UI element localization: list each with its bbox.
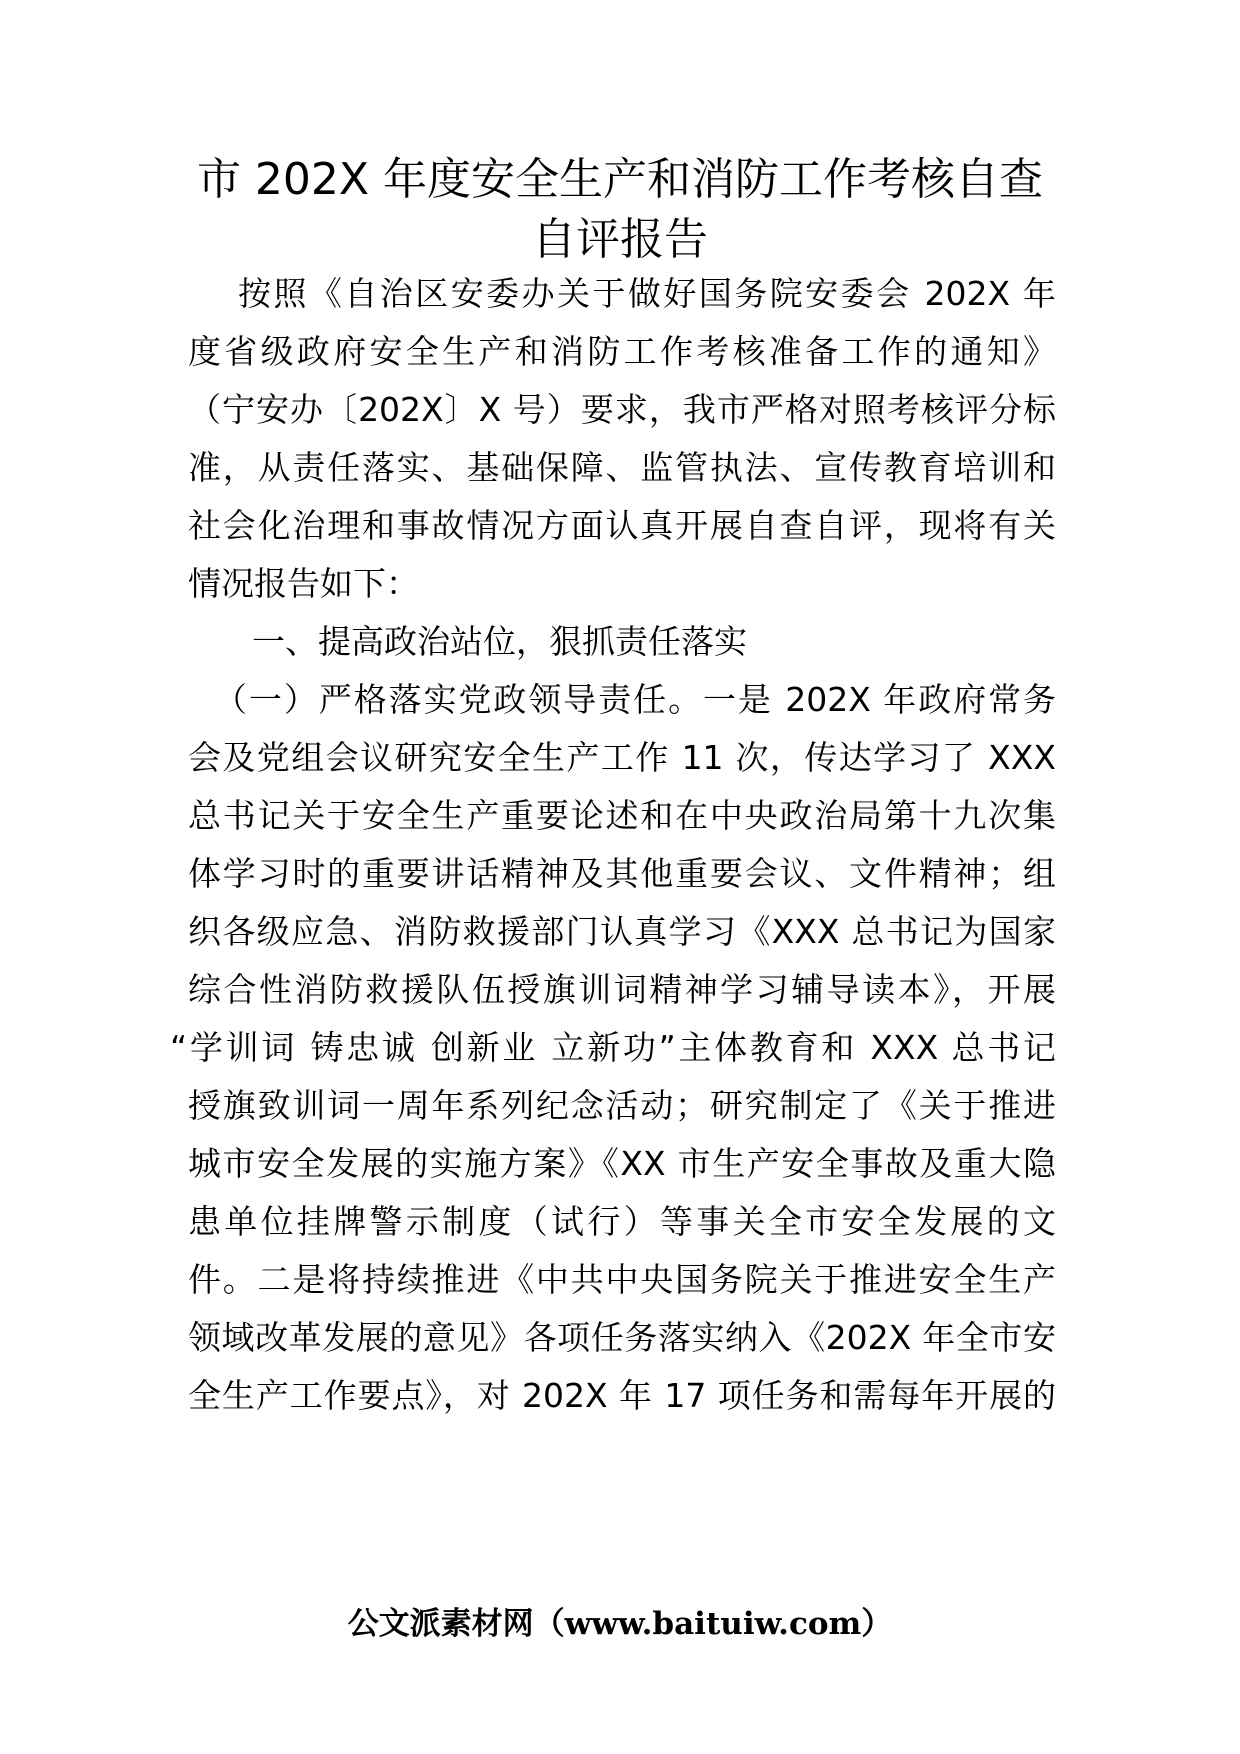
section-line: 全生产工作要点》，对 202X 年 17 项任务和需每年开展的 [188, 1376, 1056, 1415]
section-line: 件。二是将持续推进《中共中央国务院关于推进安全生产 [188, 1260, 1056, 1299]
footer-watermark: 公文派素材网（www.baituiw.com） [347, 1606, 893, 1642]
section-line: 体学习时的重要讲话精神及其他重要会议、文件精神；组 [188, 854, 1056, 893]
section-heading: 一、提高政治站位，狠抓责任落实 [252, 622, 747, 661]
section-line: 患单位挂牌警示制度（试行）等事关全市安全发展的文 [188, 1202, 1056, 1241]
section-line: 授旗致训词一周年系列纪念活动；研究制定了《关于推进 [188, 1086, 1056, 1125]
intro-line: 按照《自治区安委办关于做好国务院安委会 202X 年 [238, 274, 1056, 313]
intro-line: （宁安办〔202X〕X 号）要求，我市严格对照考核评分标 [188, 390, 1056, 429]
intro-line: 度省级政府安全生产和消防工作考核准备工作的通知》 [188, 332, 1056, 371]
section-line: 综合性消防救援队伍授旗训词精神学习辅导读本》，开展 [188, 970, 1056, 1009]
section-line: “学训词 铸忠诚 创新业 立新功”主体教育和 XXX 总书记 [170, 1028, 1056, 1067]
section-line: 会及党组会议研究安全生产工作 11 次，传达学习了 XXX [188, 738, 1056, 777]
intro-line: 准，从责任落实、基础保障、监管执法、宣传教育培训和 [188, 448, 1056, 487]
intro-line: 情况报告如下： [188, 564, 419, 603]
section-line: 总书记关于安全生产重要论述和在中央政治局第十九次集 [188, 796, 1056, 835]
document-title-line-2: 自评报告 [532, 214, 708, 265]
document-title-line-1: 市 202X 年度安全生产和消防工作考核自查 [196, 154, 1044, 205]
section-line: 织各级应急、消防救援部门认真学习《XXX 总书记为国家 [188, 912, 1056, 951]
section-line: （一）严格落实党政领导责任。一是 202X 年政府常务 [214, 680, 1056, 719]
intro-line: 社会化治理和事故情况方面认真开展自查自评，现将有关 [188, 506, 1056, 545]
section-line: 领域改革发展的意见》各项任务落实纳入《202X 年全市安 [188, 1318, 1056, 1357]
section-line: 城市安全发展的实施方案》《XX 市生产安全事故及重大隐 [188, 1144, 1056, 1183]
